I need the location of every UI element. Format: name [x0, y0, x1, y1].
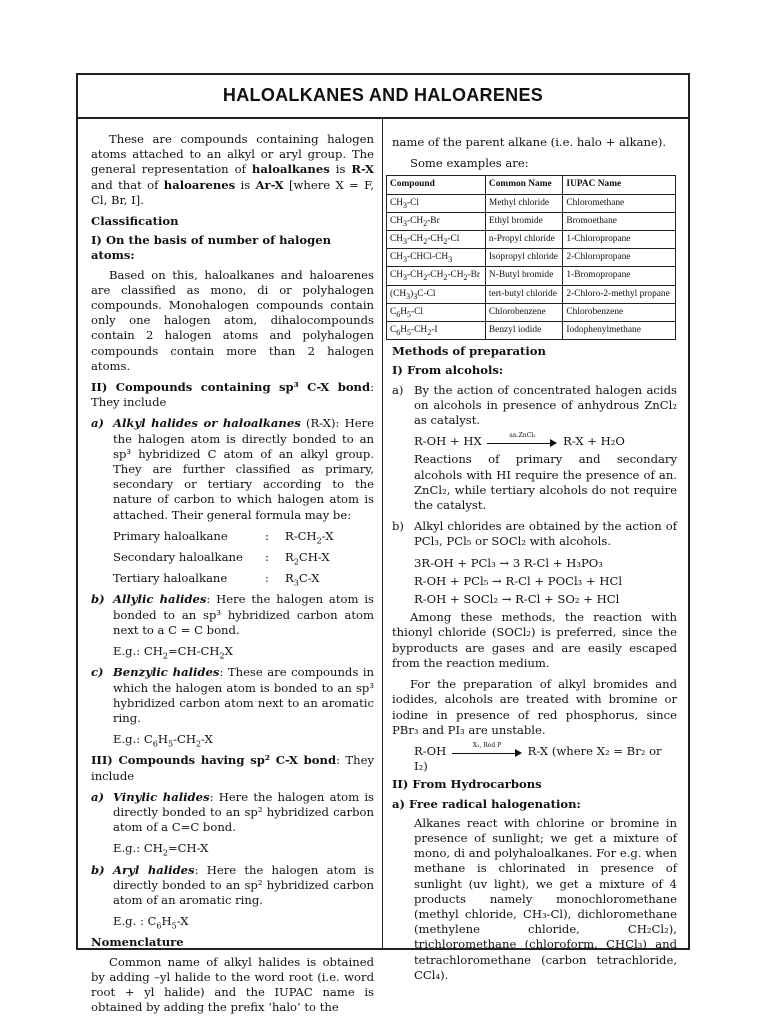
list-marker: b) [91, 862, 105, 877]
colon: : [265, 571, 269, 586]
right-column [392, 135, 677, 989]
table-header-cell: Compound [387, 176, 486, 194]
hydrocarbons-heading: II) From Hydrocarbons [392, 777, 542, 792]
table-cell-compound: $C_6H_5-CH_2-I$ [387, 322, 486, 340]
sp2-heading-label: III) Compounds having sp² C-X bond [91, 753, 337, 768]
tertiary-formula: $R_3C-X$ [285, 571, 320, 588]
method-a-item [392, 383, 677, 429]
nomenclature-paragraph: Common name of alkyl halides is obtained by adding –yl halide to the word root (i.e. word root + yl halide) and the IUPAC name is obtained by adding the prefix ‘halo’ to the [91, 954, 374, 1015]
table-row [387, 285, 676, 303]
eg-label: E.g. : [113, 914, 148, 929]
continuation-paragraph: name of the parent alkane (i.e. halo + alkane). [392, 135, 667, 149]
table-cell-iupac: Bromoethane [563, 212, 676, 230]
table-cell-iupac: 2-Chloropropane [563, 249, 676, 267]
method-b-text: Alkyl chlorides are obtained by the action of PCl₃, PCl₅ or SOCl₂ with alcohols. [414, 519, 677, 549]
list-marker: b) [392, 519, 404, 534]
table-cell-common: N-Butyl bromide [485, 267, 563, 285]
list-marker: b) [91, 592, 105, 607]
eg-label: E.g.: [113, 644, 144, 659]
table-row [387, 322, 676, 340]
arrow-condition: X₂, Red P [472, 741, 502, 749]
table-cell-iupac: Iodophenylmethane [563, 322, 676, 340]
secondary-row [113, 550, 374, 565]
left-column [91, 132, 374, 1021]
vinylic-halides-text: : Here the halogen atom is directly bonded to an sp² hybridized carbon atom of a C=C bond. [113, 789, 375, 835]
colon: : [265, 528, 269, 543]
allylic-halides-title: Allylic halides [113, 592, 207, 607]
basis-paragraph: Based on this, haloalkanes and haloarenes are classified as mono, di or polyhalogen compounds. Monohalogen compounds contain only one halogen atom, dihalocompounds contain 2 halogen atoms and polyhalogen compounds contain more than 2 halogen atoms. [91, 267, 374, 373]
table-header-cell: Common Name [485, 176, 563, 194]
equation-2: 3R-OH + PCl₃ → 3 R-Cl + H₃PO₃ [414, 555, 603, 570]
intro-text: These are compounds containing halogen atoms attached to an alkyl or aryl group. The general representation of [91, 132, 374, 177]
method-a-text: By the action of concentrated halogen acids on alcohols in presence of anhydrous ZnCl₂ as catalyst. [414, 382, 677, 428]
intro-text: is [329, 162, 352, 177]
nomenclature-heading: Nomenclature [91, 935, 184, 950]
equation-1 [414, 434, 677, 449]
intro-text: and that of [91, 177, 164, 192]
vinylic-example: E.g.: $CH_2=CH-X$ [113, 841, 209, 858]
table-cell-iupac: 1-Chloropropane [563, 231, 676, 249]
table-cell-iupac: 1-Bromopropane [563, 267, 676, 285]
table-cell-compound: $(CH_3)_3C-Cl$ [387, 285, 486, 303]
bromide-paragraph: For the preparation of alkyl bromides and iodides, alcohols are treated with bromine or iodine in presence of red phosphorus, since PBr₃ and PI₃ are unstable. [392, 677, 677, 737]
aryl-halides-text: : Here the halogen atom is directly bonded to an sp² hybridized carbon atom of an aromatic ring. [113, 862, 375, 907]
eg-label: E.g.: [113, 841, 144, 856]
equation-note: (where X₂ = Br₂ or I₂) [414, 743, 662, 774]
tertiary-row [113, 571, 374, 586]
allylic-halides-text: : Here the halogen atom is bonded to an sp³ hybridized carbon atom next to a C = C bond. [113, 592, 374, 637]
examples-intro: Some examples are: [410, 156, 529, 171]
table-cell-compound: $CH_3-CHCl-CH_3$ [387, 249, 486, 267]
secondary-label: Secondary haloalkane [113, 550, 243, 565]
vinylic-halides-item [91, 790, 374, 836]
table-cell-common: Benzyl iodide [485, 322, 563, 340]
page-title: HALOALKANES AND HALOARENES [222, 84, 544, 105]
table-cell-common: Ethyl bromide [485, 212, 563, 230]
equation-5 [414, 741, 677, 774]
table-cell-compound: $C_6H_5-Cl$ [387, 303, 486, 321]
intro-text: [where X = F, Cl, Br, I]. [91, 177, 375, 207]
table-cell-common: n-Propyl chloride [485, 231, 563, 249]
intro-paragraph [91, 132, 374, 208]
sp3-heading-label: II) Compounds containing sp³ C-X bond [91, 380, 371, 395]
equation-3: R-OH + PCl₅ → R-Cl + POCl₃ + HCl [414, 573, 623, 588]
table-row [387, 212, 676, 230]
intro-text: is [235, 177, 256, 192]
formula-rx: R-X [351, 162, 374, 177]
methods-heading: Methods of preparation [392, 344, 546, 359]
alcohols-heading: I) From alcohols: [392, 363, 504, 378]
table-cell-common: Chlorobenzene [485, 303, 563, 321]
table-cell-iupac: Chlorobenzene [563, 303, 676, 321]
reaction-arrow [452, 741, 522, 757]
colon: : [265, 550, 269, 565]
table-cell-iupac: 2-Chloro-2-methyl propane [563, 285, 676, 303]
vinylic-halides-title: Vinylic halides [113, 789, 210, 804]
allylic-halides-item [91, 592, 374, 638]
benzylic-halides-text: : These are compounds in which the halogen atom is bonded to an sp³ hybridized carbon atom next to an aromatic ring. [113, 665, 374, 725]
column-divider [382, 119, 383, 948]
table-cell-compound: $CH_3-CH_2-Br$ [387, 212, 486, 230]
table-cell-common: Methyl chloride [485, 194, 563, 212]
title-bar [76, 73, 690, 119]
sp3-heading-tail: : They include [91, 380, 374, 410]
table-header-row [387, 176, 676, 194]
reaction-arrow [487, 432, 557, 447]
free-radical-paragraph: Alkanes react with chlorine or bromine in presence of sunlight; we get a mixture of mono, di and polyhaloalkanes. For e.g. when methane is chlorinated in presence of sunlight (uv light), we get a mixture of 4 products namely monochloromethane (methyl chloride, CH₃-Cl), dichloromethane (methylene chloride, CH₂Cl₂), trichloromethane (chloroform, CHCl₃) and tetrachloromethane (carbon tetrachloride, CCl₄). [414, 815, 677, 982]
aryl-halides-item [91, 863, 374, 909]
primary-label: Primary haloalkane [113, 528, 228, 543]
table-cell-compound: $CH_3-Cl$ [387, 194, 486, 212]
equation-reactants: R-OH [414, 743, 447, 758]
alkyl-halides-text: (R-X): Here the halogen atom is directly bonded to an sp³ hybridized C atom of an alkyl group. They are further classified as primary, secondary or tertiary according to the nature of carbon to which halogen atom is attached. Their general formula may be: [113, 416, 374, 522]
table-cell-iupac: Chloromethane [563, 194, 676, 212]
table-cell-compound: $CH_3-CH_2-CH_2-Cl$ [387, 231, 486, 249]
sp2-heading [91, 753, 374, 783]
table-row [387, 194, 676, 212]
term-haloalkanes: haloalkanes [251, 162, 330, 177]
primary-row [113, 529, 374, 544]
sp3-heading [91, 380, 374, 410]
table-cell-compound: $CH_3-CH_2-CH_2-CH_2-Br$ [387, 267, 486, 285]
free-radical-heading: a) Free radical halogenation: [392, 796, 581, 811]
equation-products: R-X + H₂O [563, 434, 625, 449]
list-marker: a) [91, 416, 104, 431]
equation-products: R-X [527, 743, 549, 758]
term-haloarenes: haloarenes [163, 177, 236, 192]
tertiary-label: Tertiary haloalkane [113, 571, 228, 586]
examples-table [386, 175, 676, 340]
alkyl-halides-item [91, 416, 374, 522]
reactions-paragraph: Reactions of primary and secondary alcohols with HI require the presence of an. ZnCl₂, while tertiary alcohols do not require the catalyst. [414, 452, 677, 513]
benzylic-example: E.g.: $C_6H_5-CH_2-X$ [113, 732, 213, 749]
classification-heading: Classification [91, 214, 179, 229]
basis-heading: I) On the basis of number of halogen atoms: [91, 233, 332, 263]
table-row [387, 249, 676, 267]
table-cell-common: Isopropyl chloride [485, 249, 563, 267]
allylic-example: E.g.: $CH_2=CH-CH_2X$ [113, 644, 233, 661]
aryl-example: E.g. : $C_6H_5-X$ [113, 914, 189, 931]
sp2-heading-tail: : They include [91, 753, 374, 783]
alkyl-halides-title: Alkyl halides or haloalkanes [113, 416, 301, 431]
table-row [387, 303, 676, 321]
arrow-condition: an.ZnCl₂ [509, 432, 536, 440]
formula-arx: Ar-X [255, 177, 284, 192]
primary-formula: $R-CH_2-X$ [285, 528, 334, 546]
aryl-halides-title: Aryl halides [113, 862, 195, 877]
equation-4: R-OH + SOCl₂ → R-Cl + SO₂ + HCl [414, 592, 620, 607]
thionyl-paragraph: Among these methods, the reaction with thionyl chloride (SOCl₂) is preferred, since the byproducts are gases and are easily escaped from the reaction medium. [392, 610, 677, 670]
table-header-cell: IUPAC Name [563, 176, 676, 194]
equation-reactants: R-OH + HX [414, 434, 482, 449]
secondary-formula: $R_2CH-X$ [285, 550, 330, 567]
benzylic-halides-item [91, 665, 374, 726]
list-marker: a) [392, 382, 404, 397]
list-marker: a) [91, 789, 104, 804]
eg-label: E.g.: [113, 732, 144, 747]
method-b-item [392, 519, 677, 549]
table-row [387, 267, 676, 285]
list-marker: c) [91, 665, 104, 680]
table-cell-common: tert-butyl chloride [485, 285, 563, 303]
table-row [387, 231, 676, 249]
benzylic-halides-title: Benzylic halides [113, 665, 220, 680]
